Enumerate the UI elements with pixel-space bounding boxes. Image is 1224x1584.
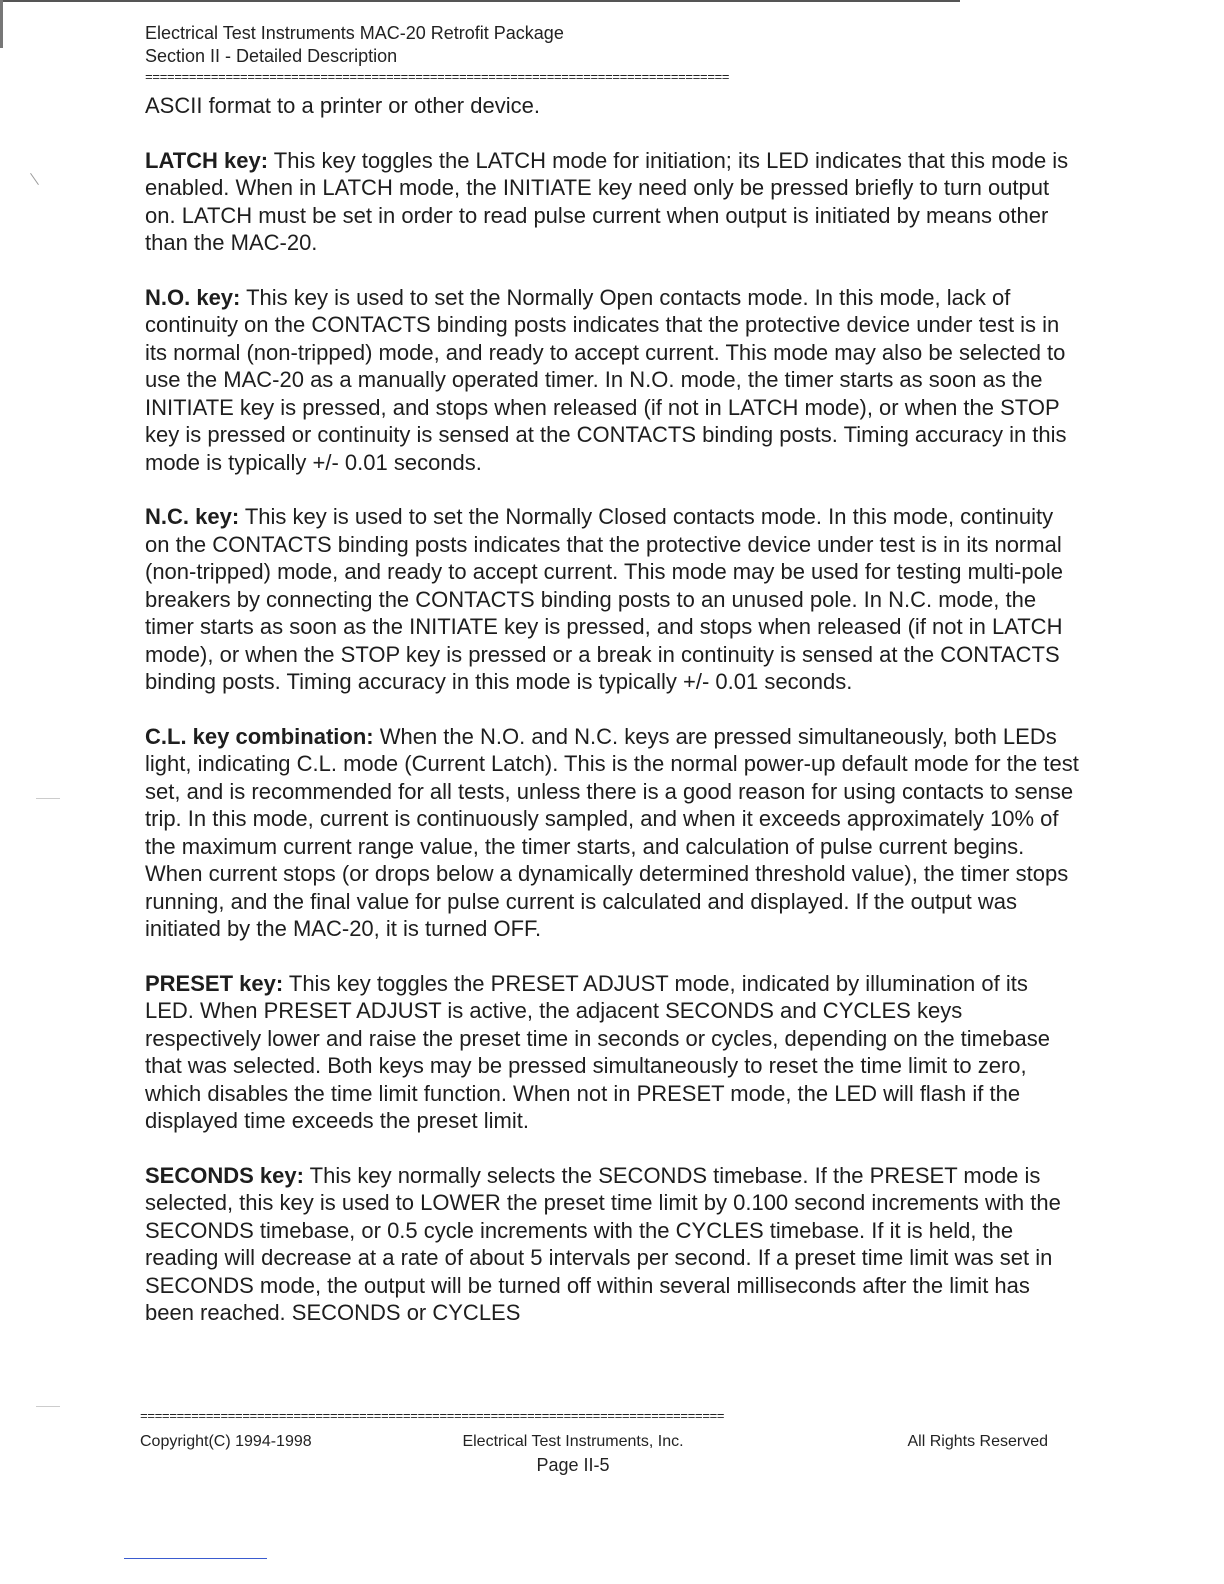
footer-copyright: Copyright(C) 1994-1998 bbox=[140, 1433, 312, 1450]
paragraph-heading: N.O. key: bbox=[145, 284, 241, 310]
scan-edge-left bbox=[0, 0, 3, 48]
paragraph-heading: PRESET key: bbox=[145, 970, 284, 996]
paragraph-nc-key bbox=[145, 503, 1080, 696]
header-rule: ================================================================================ bbox=[145, 70, 730, 85]
paragraph-latch-key bbox=[145, 147, 1080, 257]
footer-rule: ================================================================================ bbox=[140, 1409, 725, 1424]
paragraph-text: This key toggles the LATCH mode for initiation; its LED indicates that this mode is enabled. When in LATCH mode, the INITIATE key need only be pressed briefly to turn output on. LATCH must be set in order to read pulse current when output is initiated by means other than the MAC-20. bbox=[145, 147, 1069, 255]
paragraph-heading: SECONDS key: bbox=[145, 1162, 304, 1188]
paragraph-cl-key-combination bbox=[145, 723, 1080, 943]
section-title: Section II - Detailed Description bbox=[145, 46, 398, 66]
footer-company: Electrical Test Instruments, Inc. bbox=[462, 1433, 684, 1450]
scan-speck bbox=[36, 1406, 60, 1407]
document-header bbox=[145, 22, 1085, 86]
page bbox=[145, 22, 1085, 1354]
scan-speck bbox=[36, 798, 60, 799]
document-body bbox=[145, 92, 1080, 1327]
paragraph-text: When the N.O. and N.C. keys are pressed simultaneously, both LEDs light, indicating C.L. mode (Current Latch). This is the normal power-up default mode for the test set, and is recommended for all tests, unless there is a good reason for using contacts to sense trip. In this mode, current is continuously sampled, and when it exceeds approximately 10% of the maximum current range value, the timer starts, and calculation of pulse current begins. When current stops (or drops below a dynamically determined threshold value), the timer stops running, and the final value for pulse current is calculated and displayed. If the output was initiated by the MAC-20, it is turned OFF. bbox=[145, 723, 1079, 941]
paragraph-text: This key is used to set the Normally Open contacts mode. In this mode, lack of continuity on the CONTACTS binding posts indicates that the protective device under test is in its normal (non-tripped) mode, and ready to accept current. This mode may also be selected to use the MAC-20 as a manually operated timer. In N.O. mode, the timer starts as soon as the INITIATE key is pressed, and stops when released (if not in LATCH mode), or when the STOP key is pressed or continuity is sensed at the CONTACTS binding posts. Timing accuracy in this mode is typically +/- 0.01 seconds. bbox=[145, 284, 1067, 475]
footer-rights: All Rights Reserved bbox=[907, 1433, 1048, 1450]
page-number: Page II-5 bbox=[536, 1455, 610, 1475]
scan-speck bbox=[30, 173, 39, 185]
paragraph-text: This key normally selects the SECONDS timebase. If the PRESET mode is selected, this key is used to LOWER the preset time limit by 0.100 second increments with the SECONDS timebase, or 0.5 cycle increments with the CYCLES timebase. If it is held, the reading will decrease at a rate of about 5 intervals per second. If a preset time limit was set in SECONDS mode, the output will be turned off within several milliseconds after the limit has been reached. SECONDS or CYCLES bbox=[145, 1162, 1061, 1325]
paragraph-heading: N.C. key: bbox=[145, 504, 240, 529]
paragraph-heading: LATCH key: bbox=[145, 147, 269, 173]
paragraph-text: This key toggles the PRESET ADJUST mode, indicated by illumination of its LED. When PRESET ADJUST is active, the adjacent SECONDS and CYCLES keys respectively lower and raise the preset time in seconds or cycles, depending on the timebase that was selected. Both keys may be pressed simultaneously to reset the time limit to zero, which disables the time limit function. When not in PRESET mode, the LED will flash if the displayed time exceeds the preset limit. bbox=[145, 970, 1050, 1133]
scan-edge-top bbox=[0, 0, 960, 2]
paragraph-text: This key is used to set the Normally Closed contacts mode. In this mode, continuity on the CONTACTS binding posts indicates that the protective device under test is in its normal (non-tripped) mode, and ready to accept current. This mode may be used for testing multi-pole breakers by connecting the CONTACTS binding posts to an unused pole. In N.C. mode, the timer starts as soon as the INITIATE key is pressed, and stops when released (if not in LATCH mode), or when the STOP key is pressed or a break in continuity is sensed at the CONTACTS binding posts. Timing accuracy in this mode is typically +/- 0.01 seconds. bbox=[145, 504, 1063, 694]
footer-row bbox=[140, 1433, 1050, 1457]
paragraph-no-key bbox=[145, 284, 1080, 477]
paragraph-seconds-key bbox=[145, 1162, 1080, 1327]
document-footer bbox=[140, 1409, 1050, 1476]
document-title: Electrical Test Instruments MAC-20 Retrofit Package bbox=[145, 23, 564, 43]
paragraph-preset-key bbox=[145, 970, 1080, 1135]
scan-underline-mark bbox=[124, 1558, 267, 1559]
paragraph-heading: C.L. key combination: bbox=[145, 723, 374, 749]
intro-paragraph: ASCII format to a printer or other device. bbox=[145, 93, 540, 118]
